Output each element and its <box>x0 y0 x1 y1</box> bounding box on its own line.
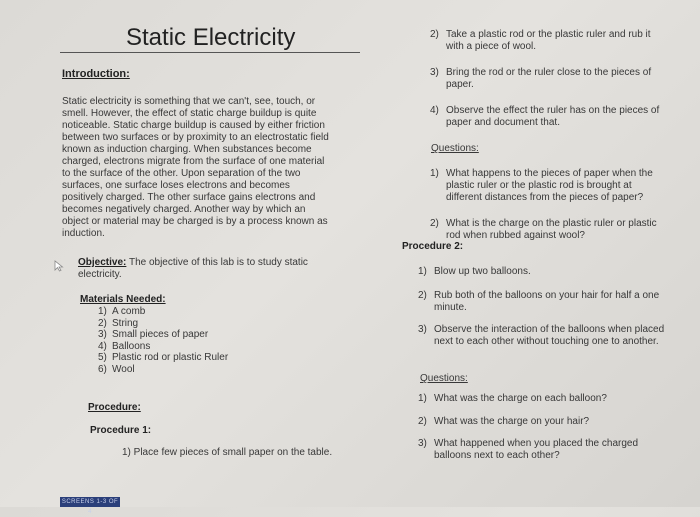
intro-line: between two surfaces or by proximity to an electrostatic field <box>62 132 329 143</box>
intro-line: noticeable. Static charge buildup is caused by either friction <box>62 120 325 131</box>
intro-line: Static electricity is something that we can't, see, touch, or <box>62 96 316 107</box>
intro-line: surfaces, one surface loses electrons and becomes <box>62 180 290 191</box>
procedure-2-step-2: 2) Rub both of the balloons on your hair for half a one minute. <box>418 290 660 313</box>
procedure-1-step-4: 4) Observe the effect the ruler has on the pieces of paper and document that. <box>430 105 660 128</box>
question-1-2: 2) What is the charge on the plastic ruler or plastic rod when rubbed against wool? <box>430 218 657 241</box>
introduction-heading: Introduction: <box>62 68 130 80</box>
list-item: 3) Small pieces of paper <box>98 329 209 340</box>
intro-line: becomes negatively charged. Another way by which an <box>62 204 306 215</box>
intro-line: object or material may be charged is by a process known as <box>62 216 328 227</box>
list-item: 1) A comb <box>98 306 146 317</box>
mouse-pointer-icon <box>54 260 64 272</box>
intro-line: charged, electrons migrate from the surface of one material <box>62 156 325 167</box>
list-item: 4) Balloons <box>98 340 151 352</box>
introduction-paragraph <box>62 96 362 240</box>
procedure-1-heading: Procedure 1: <box>90 425 152 436</box>
question-1-1: 1) What happens to the pieces of paper when the plastic ruler or the plastic rod is brought at different distances from the pieces of paper? <box>430 168 653 203</box>
procedure-1-step-3: 3) Bring the rod or the ruler close to the pieces of paper. <box>430 67 652 90</box>
list-item: 6) Wool <box>98 363 135 375</box>
screen-indicator: SCREENS 1-3 OF 4 <box>61 499 119 515</box>
question-2-1: 1) What was the charge on each balloon? <box>418 393 607 404</box>
question-2-3: 3) What happened when you placed the charged balloons next to each other? <box>418 438 639 461</box>
page-title: Static Electricity <box>126 24 296 51</box>
procedure-heading: Procedure: <box>88 402 141 413</box>
intro-line: induction. <box>62 228 105 239</box>
question-2-2: 2) What was the charge on your hair? <box>418 416 590 427</box>
intro-line: positively charged. The other surface gains electrons and <box>62 192 316 203</box>
objective-section <box>78 257 358 281</box>
intro-line: smell. However, the effect of static charge buildup is quite <box>62 108 317 119</box>
list-item: 5) Plastic rod or plastic Ruler <box>98 352 229 363</box>
objective-text: The objective of this lab is to study static <box>126 257 308 268</box>
procedure-2-step-3: 3) Observe the interaction of the balloons when placed next to each other without touching one to another. <box>418 324 665 347</box>
questions-2-heading: Questions: <box>420 373 468 384</box>
questions-1-heading: Questions: <box>431 143 479 154</box>
objective-text-cont: electricity. <box>78 269 122 280</box>
materials-heading: Materials Needed: <box>80 294 166 305</box>
procedure-1-step-1: 1) Place few pieces of small paper on the table. <box>122 447 333 458</box>
procedure-1-step-2: 2) Take a plastic rod or the plastic ruler and rub it with a piece of wool. <box>430 29 651 52</box>
title-underline <box>60 52 360 53</box>
list-item: 2) String <box>98 317 139 329</box>
materials-list <box>98 306 228 375</box>
procedure-2-heading: Procedure 2: <box>402 241 464 252</box>
intro-line: known as induction charging. When substances become <box>62 144 312 155</box>
intro-line: to the surface of the other. Upon separation of the two <box>62 168 301 179</box>
objective-label: Objective: <box>78 257 127 268</box>
procedure-2-step-1: 1) Blow up two balloons. <box>418 266 531 277</box>
